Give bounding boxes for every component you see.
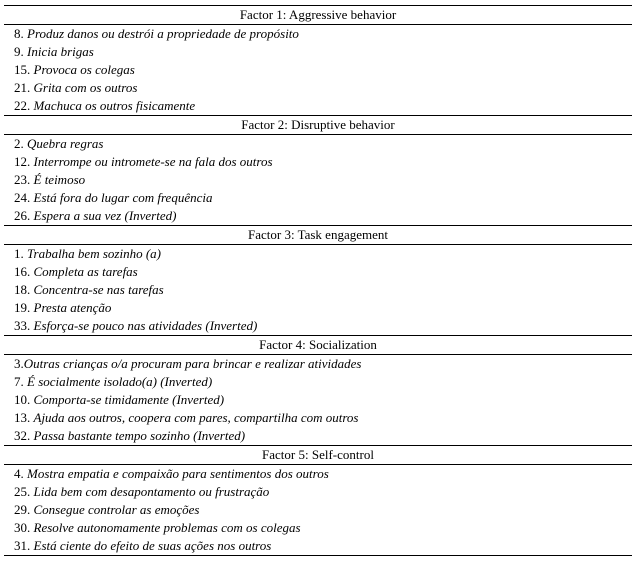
list-item: [4, 299, 632, 317]
item-text: Trabalha bem sozinho (a): [27, 246, 161, 261]
item-number: 24.: [14, 190, 31, 205]
item-number: 2.: [14, 136, 24, 151]
list-item: [4, 519, 632, 537]
item-text: Esforça-se pouco nas atividades (Inverted): [33, 318, 258, 333]
list-item: [4, 391, 632, 409]
item-number: 21.: [14, 80, 31, 95]
factor-header-2: Factor 2: Disruptive behavior: [4, 116, 632, 135]
item-number: 3.: [14, 356, 24, 371]
item-text: Machuca os outros fisicamente: [33, 98, 196, 113]
item-text: Resolve autonomamente problemas com os colegas: [33, 520, 301, 535]
list-item: [4, 189, 632, 207]
item-text: Comporta-se timidamente (Inverted): [33, 392, 225, 407]
item-number: 18.: [14, 282, 31, 297]
item-number: 1.: [14, 246, 24, 261]
factor-table: [4, 5, 632, 556]
item-text: É socialmente isolado(a) (Inverted): [27, 374, 213, 389]
list-item: [4, 501, 632, 519]
item-text: Quebra regras: [27, 136, 104, 151]
list-item: [4, 373, 632, 391]
item-number: 7.: [14, 374, 24, 389]
item-number: 9.: [14, 44, 24, 59]
item-text: Lida bem com desapontamento ou frustração: [33, 484, 270, 499]
item-text: Outras crianças o/a procuram para brincar e realizar atividades: [23, 356, 362, 371]
item-number: 10.: [14, 392, 31, 407]
item-text: Presta atenção: [33, 300, 112, 315]
list-item: [4, 465, 632, 483]
factor-header-5: Factor 5: Self-control: [4, 446, 632, 465]
item-text: Ajuda aos outros, coopera com pares, compartilha com outros: [33, 410, 359, 425]
factor-group-5: [4, 446, 632, 556]
item-number: 8.: [14, 26, 24, 41]
item-number: 25.: [14, 484, 31, 499]
list-item: [4, 317, 632, 335]
list-item: [4, 79, 632, 97]
item-number: 19.: [14, 300, 31, 315]
item-text: Concentra-se nas tarefas: [33, 282, 164, 297]
item-text: Provoca os colegas: [33, 62, 135, 77]
item-number: 13.: [14, 410, 31, 425]
item-number: 23.: [14, 172, 31, 187]
item-text: Passa bastante tempo sozinho (Inverted): [33, 428, 246, 443]
list-item: [4, 281, 632, 299]
list-item: [4, 483, 632, 501]
factor-header-4: Factor 4: Socialization: [4, 336, 632, 355]
item-number: 30.: [14, 520, 31, 535]
list-item: [4, 171, 632, 189]
list-item: [4, 25, 632, 43]
list-item: [4, 409, 632, 427]
factor-header-1: Factor 1: Aggressive behavior: [4, 6, 632, 25]
item-text: Inicia brigas: [27, 44, 94, 59]
list-item: [4, 207, 632, 225]
item-number: 26.: [14, 208, 31, 223]
list-item: [4, 153, 632, 171]
item-text: Grita com os outros: [33, 80, 138, 95]
item-text: Consegue controlar as emoções: [33, 502, 200, 517]
list-item: [4, 537, 632, 555]
factor-header-3: Factor 3: Task engagement: [4, 226, 632, 245]
factor-group-4: [4, 336, 632, 446]
item-text: Está fora do lugar com frequência: [33, 190, 213, 205]
item-text: Completa as tarefas: [33, 264, 138, 279]
list-item: [4, 135, 632, 153]
item-text: Está ciente do efeito de suas ações nos outros: [33, 538, 272, 553]
list-item: [4, 61, 632, 79]
item-text: Espera a sua vez (Inverted): [33, 208, 177, 223]
item-number: 16.: [14, 264, 31, 279]
list-item: [4, 427, 632, 445]
item-number: 31.: [14, 538, 31, 553]
list-item: [4, 43, 632, 61]
factor-group-2: [4, 116, 632, 226]
list-item: [4, 263, 632, 281]
list-item: [4, 355, 632, 373]
factor-group-3: [4, 226, 632, 336]
item-text: Produz danos ou destrói a propriedade de propósito: [27, 26, 299, 41]
list-item: [4, 245, 632, 263]
item-number: 15.: [14, 62, 31, 77]
item-number: 4.: [14, 466, 24, 481]
list-item: [4, 97, 632, 115]
item-number: 32.: [14, 428, 31, 443]
item-text: Interrompe ou intromete-se na fala dos outros: [33, 154, 273, 169]
item-number: 12.: [14, 154, 31, 169]
item-number: 33.: [14, 318, 31, 333]
item-text: É teimoso: [33, 172, 86, 187]
item-text: Mostra empatia e compaixão para sentimentos dos outros: [27, 466, 329, 481]
item-number: 22.: [14, 98, 31, 113]
factor-group-1: [4, 6, 632, 116]
item-number: 29.: [14, 502, 31, 517]
